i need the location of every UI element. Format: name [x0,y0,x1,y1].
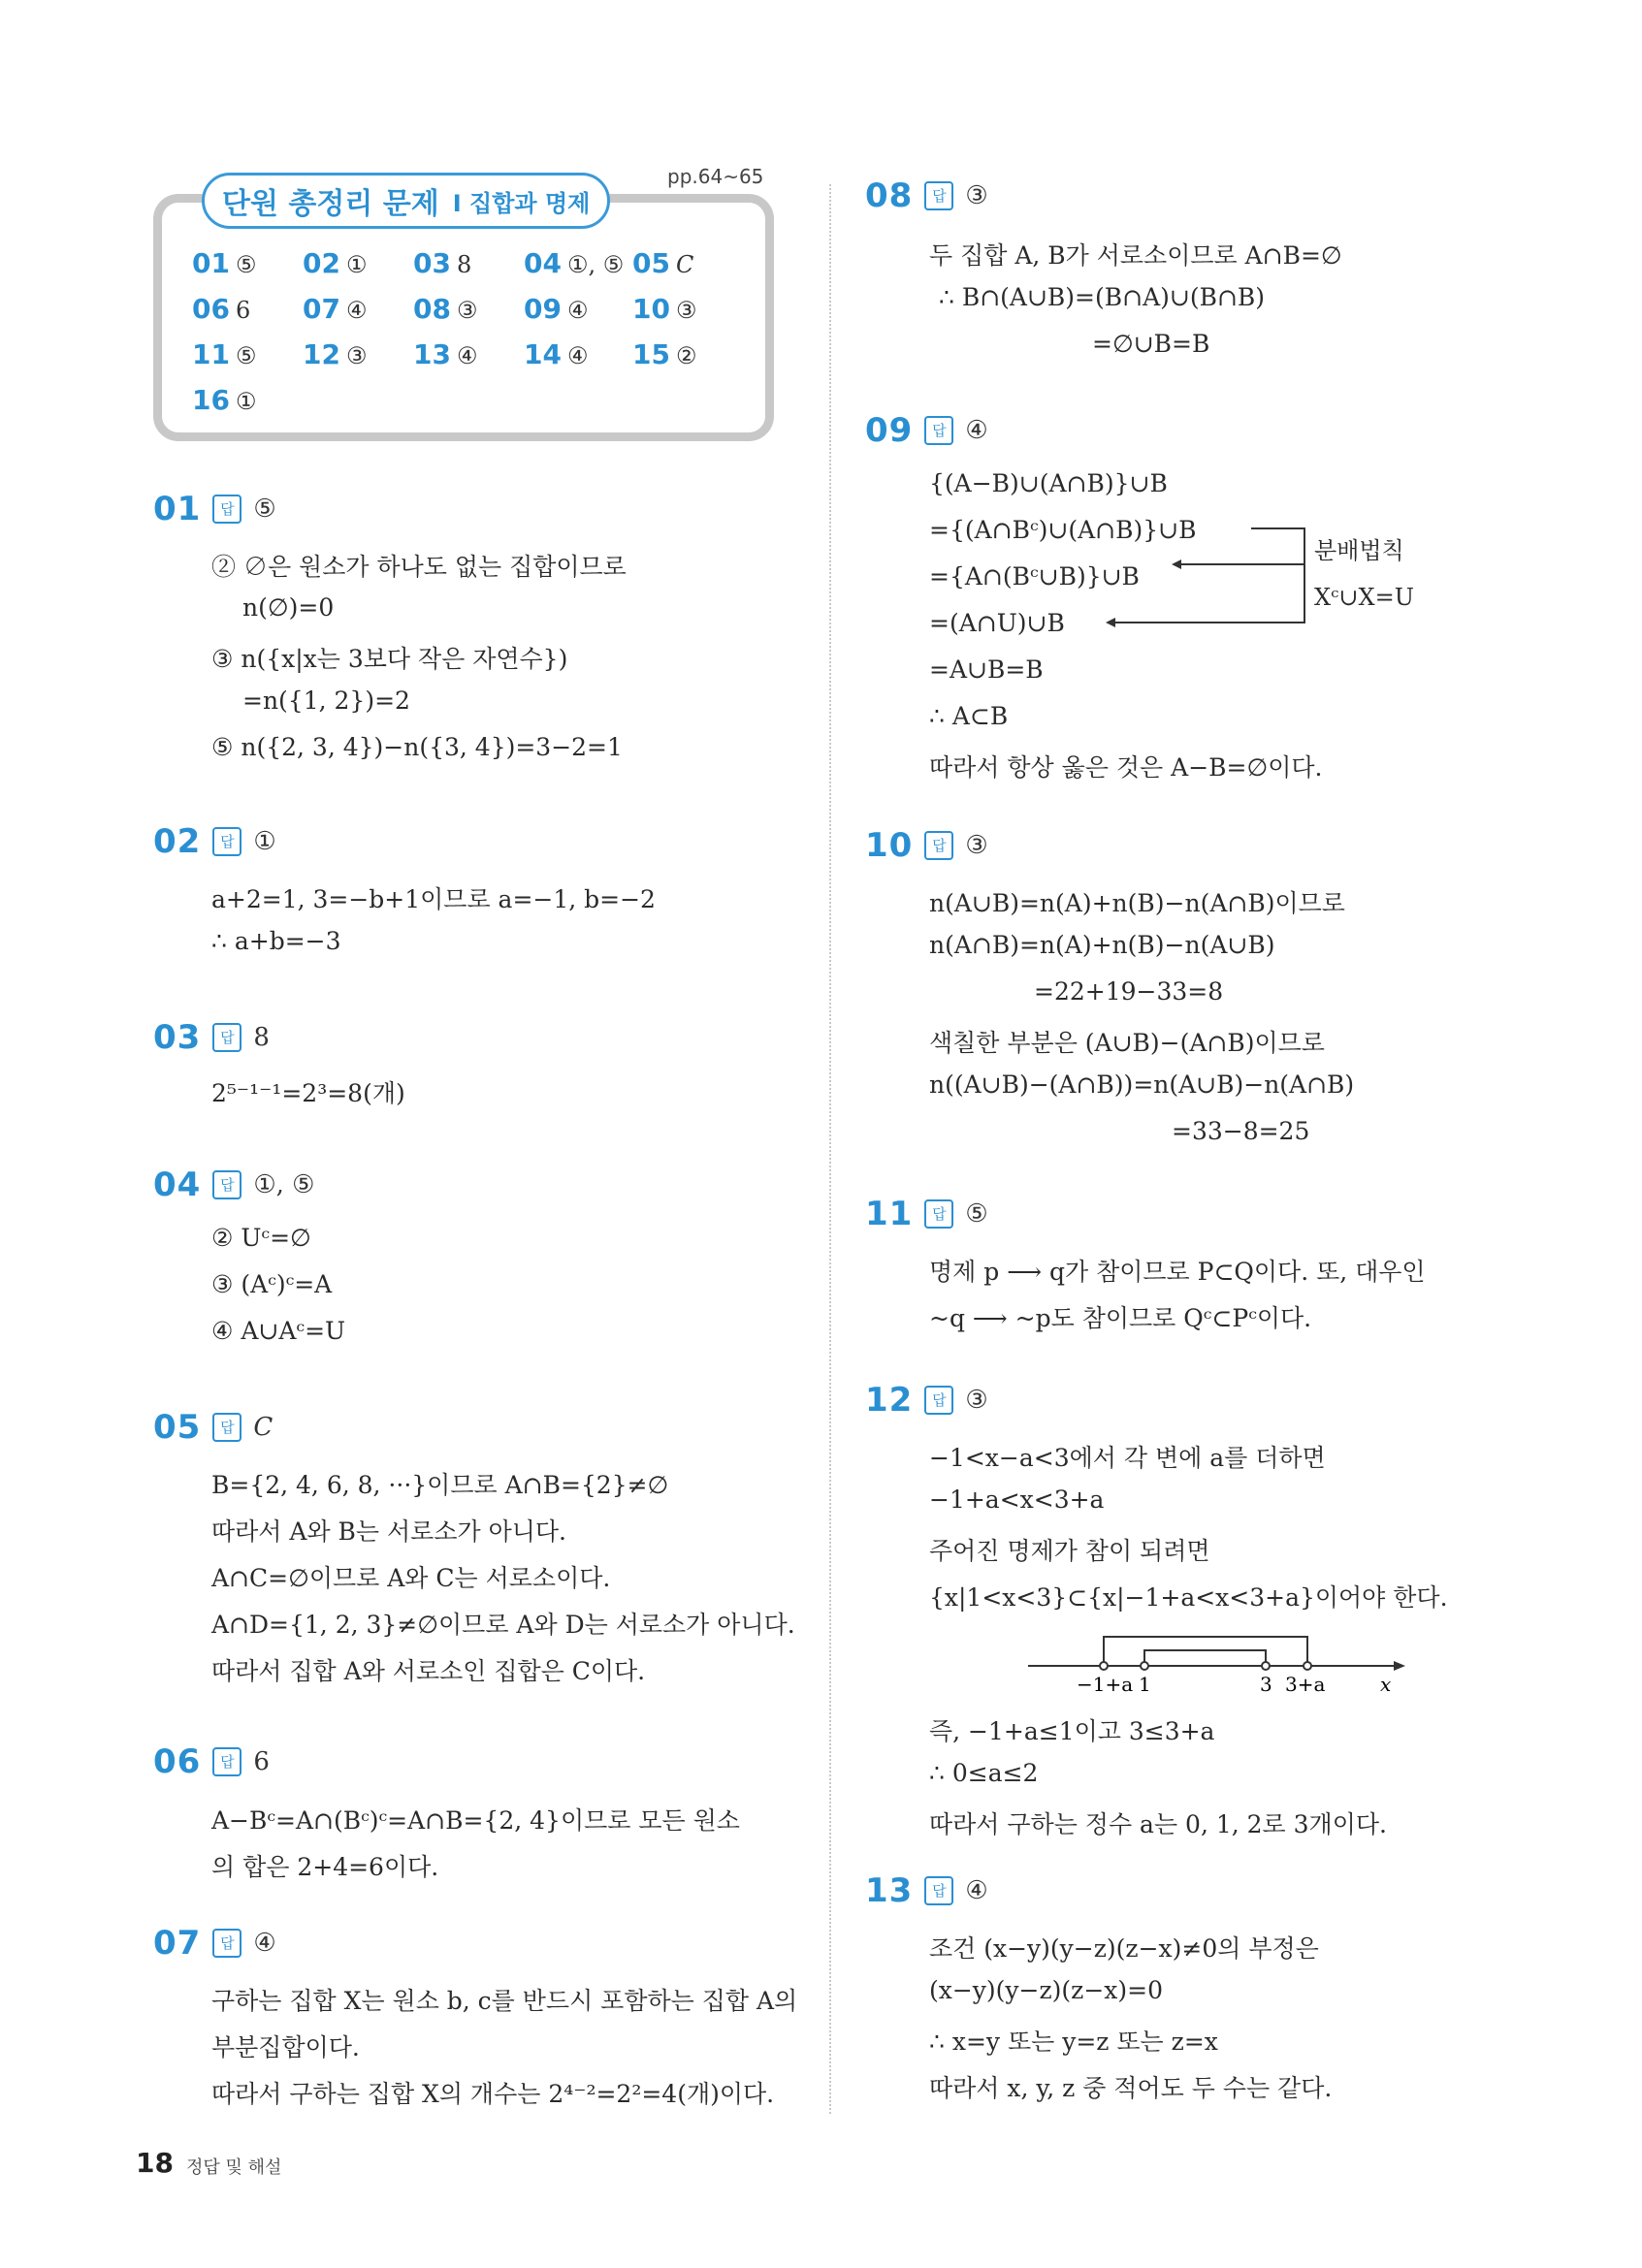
text-line: 조건 (x−y)(y−z)(z−x)≠0의 부정은 [929,1934,1319,1963]
note-complement: Xᶜ∪X=U [1314,584,1414,611]
note-distributive: 분배법칙 [1314,537,1404,564]
problem-number: 10 [865,826,914,865]
text-line: =22+19−33=8 [1034,977,1224,1006]
problem-11-head [865,1195,988,1233]
text-line: {(A−B)∪(A∩B)}∪B [929,469,1168,497]
summary-item [413,293,477,325]
problem-12-head [865,1381,988,1420]
text-line: ③ n({x|x는 3보다 작은 자연수}) [211,645,568,673]
answer: ③ [965,181,988,210]
problem-05-head [153,1408,273,1447]
tick-label: 3+a [1285,1673,1326,1696]
problem-number: 11 [865,1195,914,1233]
text-line: 2⁵⁻¹⁻¹=2³=8(개) [211,1079,405,1107]
summary-item [632,247,693,279]
problem-number: 06 [153,1742,202,1781]
problem-number: 13 [865,1871,914,1910]
answer: ③ [965,831,988,860]
text-line: =(A∩U)∪B [929,609,1065,637]
summary-title-text: 단원 총정리 문제 [222,187,439,221]
text-line: n(A∩B)=n(A)+n(B)−n(A∪B) [929,931,1275,959]
summary-item-answer: ③ [345,342,368,369]
problem-13-head [865,1871,988,1910]
problem-01-head [153,490,276,528]
summary-item-answer: 6 [235,297,251,324]
answer-badge: 답 [212,1413,241,1442]
text-line: ∴ a+b=−3 [211,927,341,955]
summary-item-answer: ⑤ [235,342,257,369]
problem-08-head [865,176,988,215]
interval-inner [1144,1650,1266,1666]
text-line: B={2, 4, 6, 8, ···}이므로 A∩B={2}≠∅ [211,1471,669,1499]
problem-number: 05 [153,1408,202,1447]
text-line: A−Bᶜ=A∩(Bᶜ)ᶜ=A∩B={2, 4}이므로 모든 원소 [211,1806,740,1835]
summary-item-number: 08 [413,293,451,325]
answer-badge: 답 [212,1023,241,1052]
summary-item-answer: ①, ⑤ [566,251,625,278]
summary-item-answer: ④ [566,342,589,369]
answer-badge: 답 [924,416,953,445]
summary-subtitle: Ⅰ 집합과 명제 [452,189,591,217]
summary-item-number: 11 [192,338,230,370]
summary-item-answer: ③ [675,297,697,324]
problem-number: 01 [153,490,202,528]
text-line: −1+a<x<3+a [929,1485,1105,1514]
answer: ④ [965,416,988,445]
text-line: ② Uᶜ=∅ [211,1224,311,1252]
text-line: =A∪B=B [929,655,1044,684]
summary-item-answer: ④ [345,297,368,324]
text-line: 명제 p ⟶ q가 참이므로 P⊂Q이다. 또, 대우인 [929,1258,1426,1286]
summary-item-number: 15 [632,338,670,370]
text-line: =n({1, 2})=2 [242,687,410,715]
answer-badge: 답 [212,827,241,856]
summary-item-answer: 8 [456,251,472,278]
text-line: 두 집합 A, B가 서로소이므로 A∩B=∅ [929,241,1342,270]
problem-number: 02 [153,822,202,861]
page-number: 18 [136,2147,174,2179]
tick-label: 3 [1260,1673,1272,1696]
text-line: 주어진 명제가 참이 되려면 [929,1537,1210,1565]
summary-item [303,338,367,370]
text-line: 따라서 구하는 정수 a는 0, 1, 2로 3개이다. [929,1810,1387,1838]
answer-badge: 답 [212,1170,241,1199]
answer: C [253,1413,274,1442]
text-line: ④ A∪Aᶜ=U [211,1317,346,1345]
text-line: ∴ 0≤a≤2 [929,1759,1039,1787]
summary-item [303,247,367,279]
summary-item-number: 03 [413,247,451,279]
answer: ④ [965,1876,988,1905]
text-line: =33−8=25 [1172,1117,1310,1145]
summary-item [524,293,588,325]
footer-label: 정답 및 해설 [186,2157,282,2178]
summary-item [632,293,696,325]
summary-item-number: 09 [524,293,562,325]
summary-item-number: 04 [524,247,562,279]
text-line: {x|1<x<3}⊂{x|−1+a<x<3+a}이어야 한다. [929,1583,1448,1612]
point-open [1141,1662,1148,1670]
summary-item-answer: ⑤ [235,251,257,278]
answer: ①, ⑤ [253,1170,315,1199]
summary-item-number: 12 [303,338,340,370]
problem-03-head [153,1018,270,1057]
text-line: ③ (Aᶜ)ᶜ=A [211,1270,333,1298]
answer: ① [253,827,276,856]
problem-09-head [865,411,988,450]
problem-number: 08 [865,176,914,215]
tick-label: −1+a [1077,1673,1134,1696]
text-line: 색칠한 부분은 (A∪B)−(A∩B)이므로 [929,1029,1325,1057]
summary-item [524,247,624,279]
column-divider [829,184,831,2114]
text-line: ~q ⟶ ~p도 참이므로 Qᶜ⊂Pᶜ이다. [929,1304,1312,1332]
text-line: 즉, −1+a≤1이고 3≤3+a [929,1717,1215,1745]
summary-item-number: 16 [192,384,230,416]
number-line-diagram [1023,1629,1411,1699]
point-open [1262,1662,1270,1670]
summary-item-answer: ① [235,388,257,415]
summary-item [192,293,250,325]
text-line: 따라서 구하는 집합 X의 개수는 2⁴⁻²=2²=4(개)이다. [211,2080,775,2108]
text-line: n((A∪B)−(A∩B))=n(A∪B)−n(A∩B) [929,1070,1355,1099]
text-line: A∩D={1, 2, 3}≠∅이므로 A와 D는 서로소가 아니다. [211,1611,795,1639]
problem-06-head [153,1742,270,1781]
summary-item [192,338,256,370]
text-line: 따라서 A와 B는 서로소가 아니다. [211,1517,566,1546]
text-line: n(∅)=0 [242,593,335,622]
text-line: ⑤ n({2, 3, 4})−n({3, 4})=3−2=1 [211,733,623,761]
problem-number: 04 [153,1166,202,1204]
text-line: 의 합은 2+4=6이다. [211,1853,439,1881]
answer-badge: 답 [924,181,953,210]
answer: ④ [253,1929,276,1958]
axis-label: x [1380,1673,1392,1696]
summary-item [632,338,696,370]
summary-item-number: 07 [303,293,340,325]
summary-item-answer: ④ [566,297,589,324]
point-open [1100,1662,1108,1670]
problem-02-head [153,822,276,861]
text-line: =∅∪B=B [1092,330,1210,358]
summary-item-number: 13 [413,338,451,370]
answer: 8 [253,1023,270,1052]
summary-item-number: 01 [192,247,230,279]
answer-badge: 답 [924,1876,953,1905]
text-line: ∴ A⊂B [929,702,1009,730]
summary-item [413,338,477,370]
problem-07-head [153,1924,276,1963]
summary-item [524,338,588,370]
summary-item-number: 06 [192,293,230,325]
summary-item-number: 05 [632,247,670,279]
text-line: a+2=1, 3=−b+1이므로 a=−1, b=−2 [211,885,656,913]
text-line: 따라서 x, y, z 중 적어도 두 수는 같다. [929,2074,1333,2102]
answer: ⑤ [253,495,276,524]
text-line: −1<x−a<3에서 각 변에 a를 더하면 [929,1444,1326,1472]
text-line: 구하는 집합 X는 원소 b, c를 반드시 포함하는 집합 A의 [211,1987,798,2015]
point-open [1304,1662,1311,1670]
text-line: ∴ x=y 또는 y=z 또는 z=x [929,2028,1218,2056]
summary-item-answer: ③ [456,297,478,324]
answer-badge: 답 [212,495,241,524]
summary-item-answer: ② [675,342,697,369]
text-line: ={A∩(Bᶜ∪B)}∪B [929,562,1140,591]
problem-number: 09 [865,411,914,450]
answer: ⑤ [965,1199,988,1229]
summary-item-number: 10 [632,293,670,325]
axis-arrow [1394,1661,1405,1671]
text-line: ={(A∩Bᶜ)∪(A∩B)}∪B [929,516,1197,544]
problem-10-head [865,826,988,865]
summary-item [192,384,256,416]
summary-item-answer: ① [345,251,368,278]
problem-04-head [153,1166,314,1204]
problem-number: 07 [153,1924,202,1963]
summary-item [413,247,471,279]
problem-number: 12 [865,1381,914,1420]
text-line: 따라서 항상 옳은 것은 A−B=∅이다. [929,753,1323,782]
summary-item-number: 14 [524,338,562,370]
answer-badge: 답 [924,1386,953,1415]
answer-badge: 답 [924,831,953,860]
summary-item-number: 02 [303,247,340,279]
law-annotation-arrows [1096,514,1465,640]
answer-badge: 답 [924,1199,953,1229]
text-line: A∩C=∅이므로 A와 C는 서로소이다. [211,1564,611,1592]
answer: ③ [965,1386,988,1415]
summary-item [303,293,367,325]
text-line: ② ∅은 원소가 하나도 없는 집합이므로 [211,553,627,581]
problem-number: 03 [153,1018,202,1057]
text-line: n(A∪B)=n(A)+n(B)−n(A∩B)이므로 [929,889,1345,917]
summary-item-answer: C [675,251,694,278]
answer-badge: 답 [212,1747,241,1776]
text-line: 부분집합이다. [211,2033,360,2061]
page-range: pp.64~65 [667,165,764,188]
summary-item [192,247,256,279]
text-line: 따라서 집합 A와 서로소인 집합은 C이다. [211,1657,646,1685]
text-line: ∴ B∩(A∪B)=(B∩A)∪(B∩B) [939,283,1266,311]
tick-label: 1 [1139,1673,1151,1696]
answer-badge: 답 [212,1929,241,1958]
answer: 6 [253,1747,270,1776]
text-line: (x−y)(y−z)(z−x)=0 [929,1976,1164,2004]
summary-item-answer: ④ [456,342,478,369]
summary-title [202,173,610,229]
